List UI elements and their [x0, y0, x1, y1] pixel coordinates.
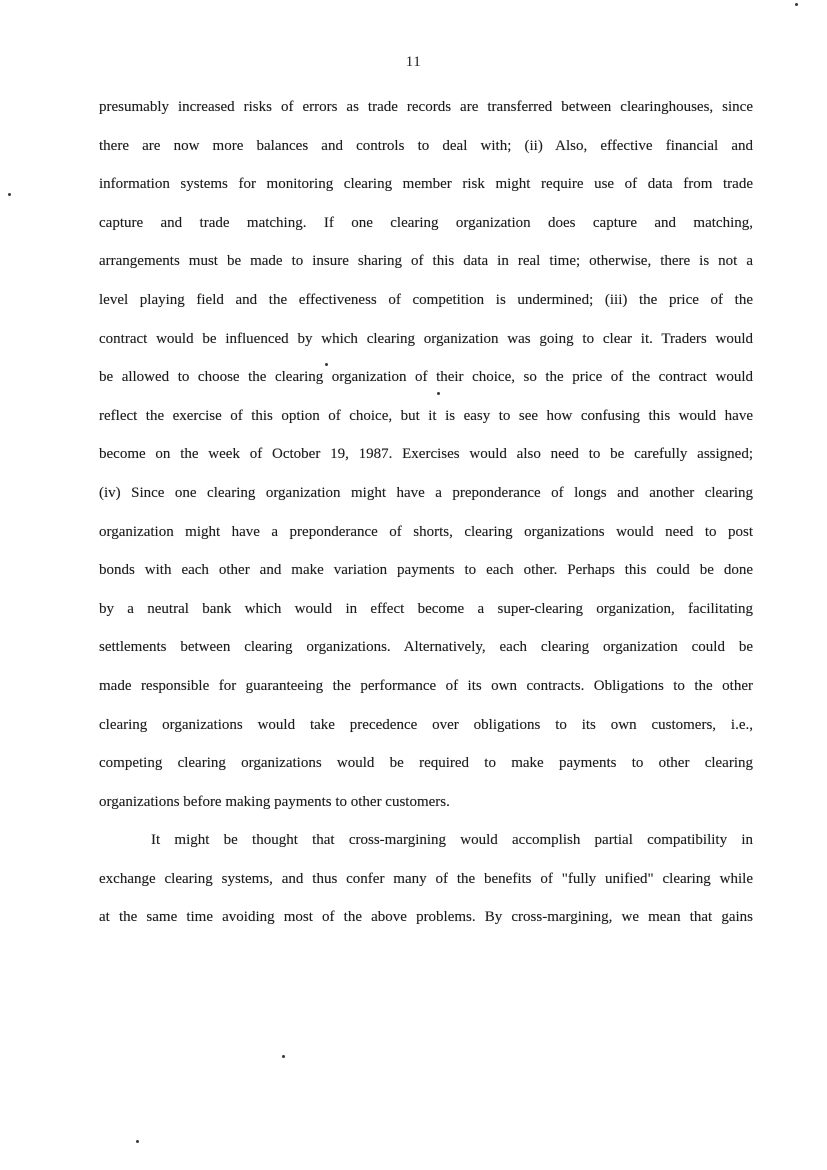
- scan-speck: [795, 3, 798, 6]
- text-line: organization might have a preponderance of shorts, clearing organizations would need to post: [99, 523, 753, 540]
- text-line: information systems for monitoring clearing member risk might require use of data from trade: [99, 176, 753, 193]
- text-line: organizations before making payments to other customers.: [99, 793, 450, 810]
- text-line: bonds with each other and make variation payments to each other. Perhaps this could be done: [99, 562, 753, 579]
- scan-speck: [282, 1055, 285, 1058]
- scan-speck: [325, 363, 328, 366]
- text-line: reflect the exercise of this option of choice, but it is easy to see how confusing this would have: [99, 407, 753, 424]
- text-line: become on the week of October 19, 1987. Exercises would also need to be carefully assigned;: [99, 446, 753, 463]
- scan-speck: [437, 392, 440, 395]
- page-number: 11: [405, 54, 422, 70]
- text-line: be allowed to choose the clearing organization of their choice, so the price of the contract would: [99, 369, 753, 386]
- text-line: there are now more balances and controls to deal with; (ii) Also, effective financial and: [99, 137, 753, 154]
- text-line: contract would be influenced by which clearing organization was going to clear it. Traders would: [99, 330, 753, 347]
- text-line: made responsible for guaranteeing the performance of its own contracts. Obligations to the other: [99, 677, 753, 694]
- text-line: (iv) Since one clearing organization might have a preponderance of longs and another clearing: [99, 484, 753, 501]
- scan-speck: [8, 193, 11, 196]
- body-text: [99, 88, 753, 937]
- text-line: level playing field and the effectiveness of competition is undermined; (iii) the price of the: [99, 291, 753, 308]
- text-line: by a neutral bank which would in effect become a super-clearing organization, facilitating: [99, 600, 753, 617]
- text-line: competing clearing organizations would be required to make payments to other clearing: [99, 755, 753, 772]
- text-line: at the same time avoiding most of the above problems. By cross-margining, we mean that gains: [99, 909, 753, 926]
- text-line: It might be thought that cross-margining would accomplish partial compatibility in: [151, 832, 753, 849]
- text-line: exchange clearing systems, and thus confer many of the benefits of "fully unified" clearing while: [99, 870, 753, 887]
- text-line: presumably increased risks of errors as trade records are transferred between clearinghouses, since: [99, 99, 753, 115]
- scan-speck: [136, 1140, 139, 1143]
- text-line: capture and trade matching. If one clearing organization does capture and matching,: [99, 214, 753, 231]
- text-line: settlements between clearing organizations. Alternatively, each clearing organization could be: [99, 639, 753, 656]
- text-line: arrangements must be made to insure sharing of this data in real time; otherwise, there is not a: [99, 253, 753, 270]
- text-line: clearing organizations would take precedence over obligations to its own customers, i.e.,: [99, 716, 753, 733]
